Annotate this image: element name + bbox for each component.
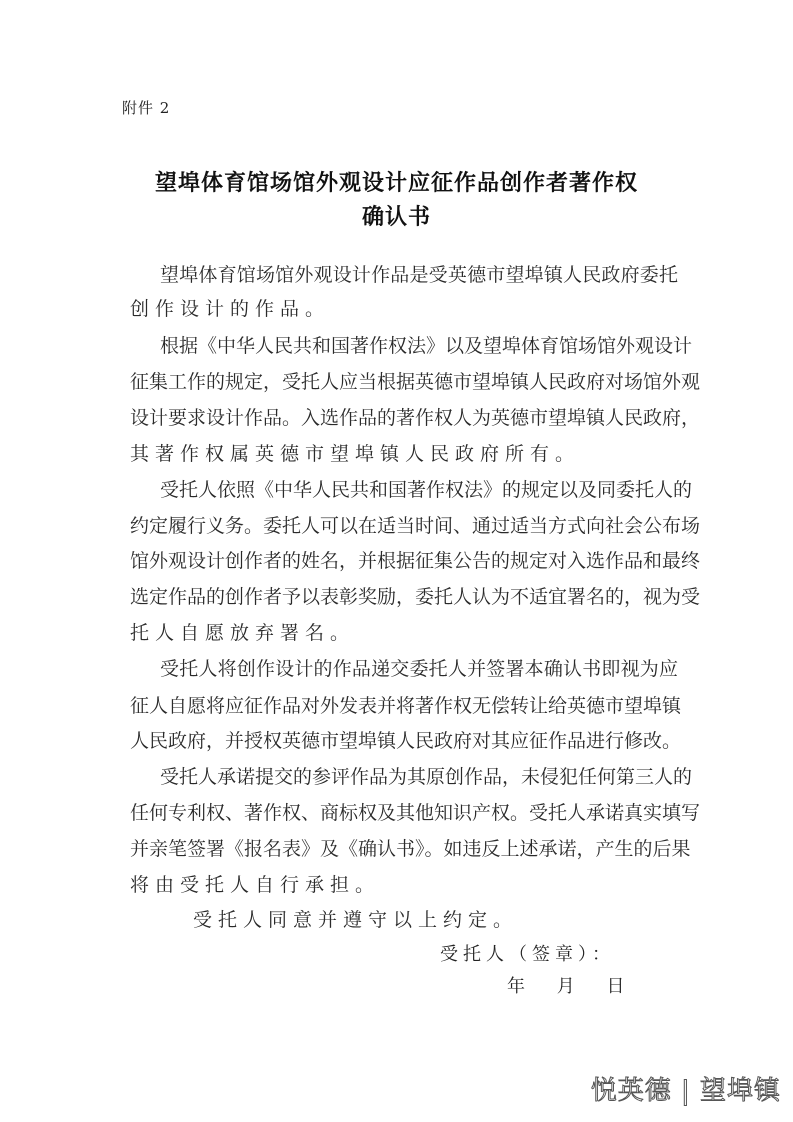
date-year: 年 bbox=[507, 976, 525, 997]
body-line: 人民政府，并授权英德市望埠镇人民政府对其应征作品进行修改。 bbox=[130, 730, 682, 752]
document-title-line2: 确认书 bbox=[361, 205, 431, 230]
body-line: 馆外观设计创作者的姓名，并根据征集公告的规定对入选作品和最终 bbox=[130, 550, 701, 572]
body-line: 受托人将创作设计的作品递交委托人并签署本确认书即视为应 bbox=[160, 658, 678, 680]
body-line: 征集工作的规定，受托人应当根据英德市望埠镇人民政府对场馆外观 bbox=[130, 371, 701, 393]
body-line: 选定作品的创作者予以表彰奖励，委托人认为不适宜署名的，视为受 bbox=[130, 586, 701, 608]
attachment-label: 附件 2 bbox=[122, 99, 171, 117]
body-line: 并亲笔签署《报名表》及《确认书》。如违反上述承诺，产生的后果 bbox=[130, 838, 691, 860]
body-line: 根据《中华人民共和国著作权法》以及望埠体育馆场馆外观设计 bbox=[160, 335, 693, 357]
body-line: 受托人同意并遵守以上约定。 bbox=[193, 909, 519, 931]
date-day: 日 bbox=[606, 976, 625, 997]
date-fields bbox=[507, 972, 650, 998]
body-line: 托人自愿放弃署名。 bbox=[130, 622, 356, 644]
body-line: 望埠体育馆场馆外观设计作品是受英德市望埠镇人民政府委托 bbox=[160, 264, 678, 286]
signature-label: 受托人（签章）： bbox=[440, 944, 615, 965]
watermark: 悦英德 | 望埠镇 bbox=[590, 1076, 781, 1106]
document-title: 望埠体育馆场馆外观设计应征作品创作者著作权 bbox=[154, 171, 638, 196]
body-line: 受托人承诺提交的参评作品为其原创作品，未侵犯任何第三人的 bbox=[160, 766, 693, 788]
body-line: 创作设计的作品。 bbox=[130, 298, 331, 320]
body-line: 受托人依照《中华人民共和国著作权法》的规定以及同委托人的 bbox=[160, 479, 693, 501]
date-month: 月 bbox=[556, 976, 575, 997]
body-line: 任何专利权、著作权、商标权及其他知识产权。受托人承诺真实填写 bbox=[130, 802, 701, 824]
body-line: 将由受托人自行承担。 bbox=[130, 874, 381, 896]
body-line: 设计要求设计作品。入选作品的著作权人为英德市望埠镇人民政府， bbox=[130, 407, 701, 429]
body-line: 其著作权属英德市望埠镇人民政府所有。 bbox=[130, 443, 581, 465]
body-line: 约定履行义务。委托人可以在适当时间、通过适当方式向社会公布场 bbox=[130, 515, 701, 537]
body-line: 征人自愿将应征作品对外发表并将著作权无偿转让给英德市望埠镇 bbox=[130, 695, 682, 717]
